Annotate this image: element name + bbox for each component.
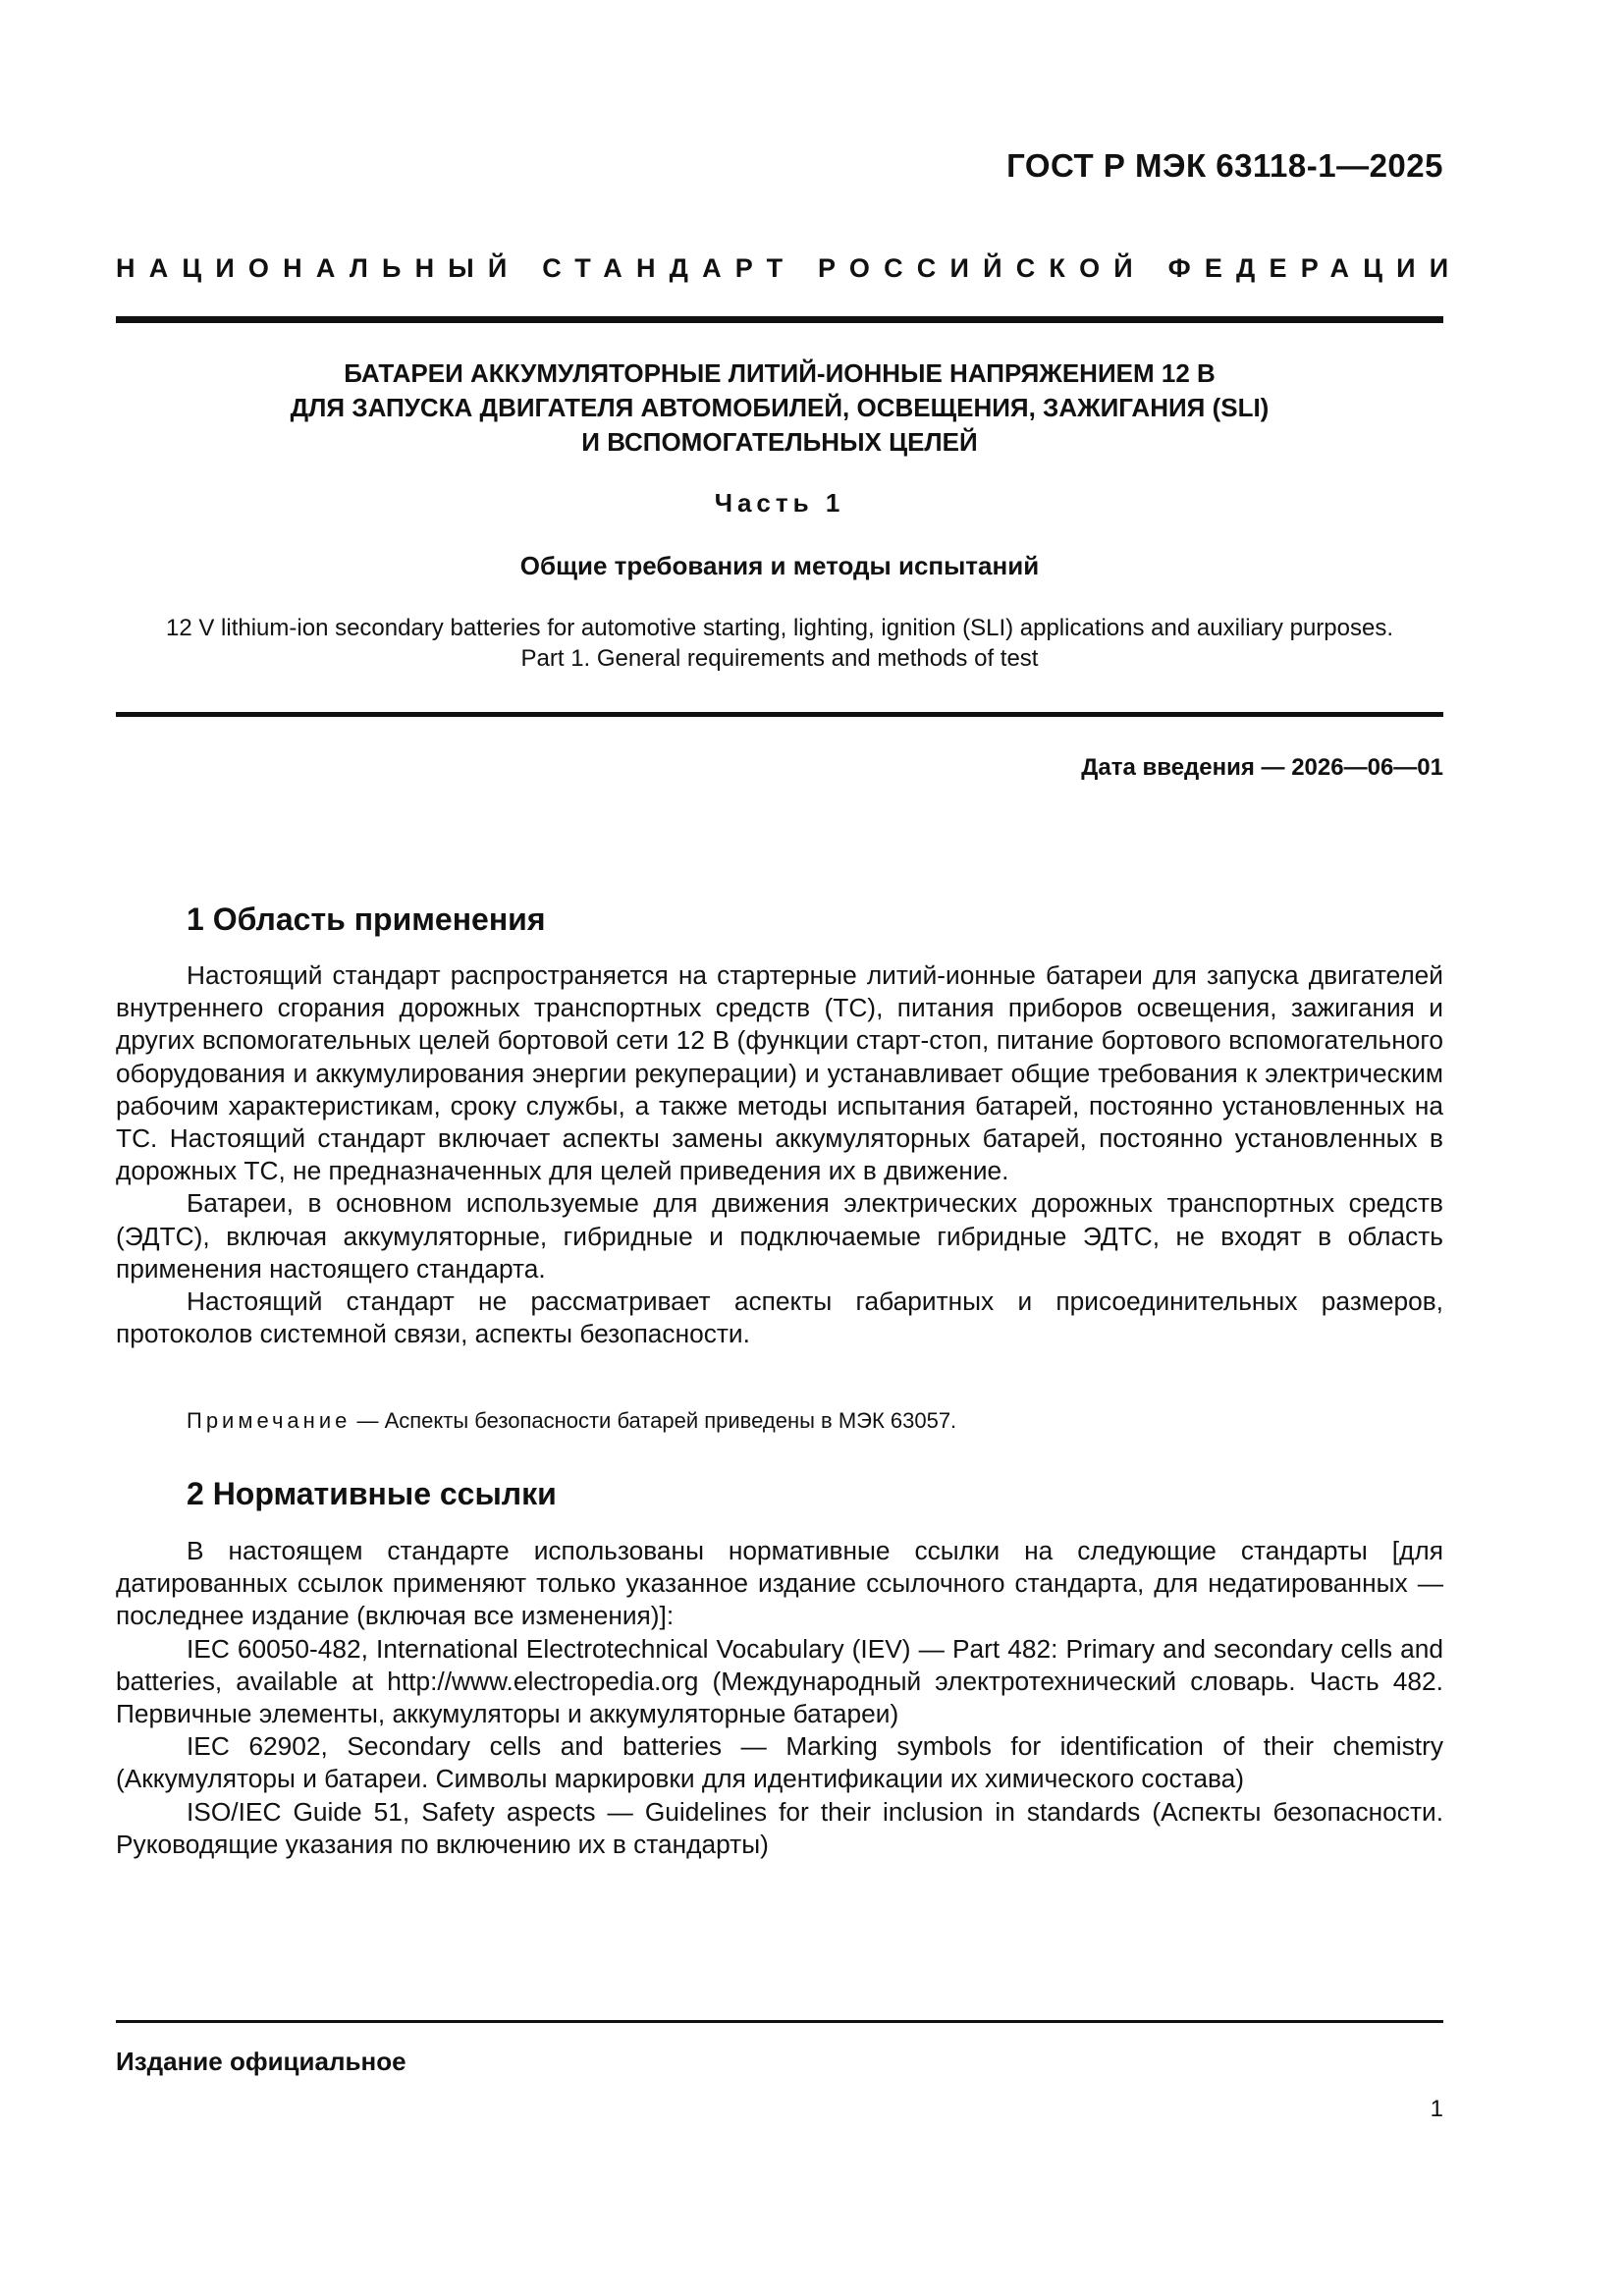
section-1-paragraph: Батареи, в основном используемые для движения электрических дорожных транспортных средств (ЭДТС), включая аккумуляторные, гибридные и подключаемые гибридные ЭДТС, не входят в область применения настоящего стандарта. — [116, 1188, 1443, 1284]
note-text: — Аспекты безопасности батарей приведены в МЭК 63057. — [351, 1408, 957, 1433]
section-2-reference: ISO/IEC Guide 51, Safety aspects — Guidelines for their inclusion in standards (Аспекты безопасности. Руководящие указания по включению их в стандарты) — [116, 1796, 1443, 1859]
title-line-3: И ВСПОМОГАТЕЛЬНЫХ ЦЕЛЕЙ — [581, 427, 978, 457]
edition-label: Издание официальное — [116, 2047, 406, 2076]
note-label: Примечание — [187, 1408, 352, 1433]
section-1-paragraph: Настоящий стандарт не рассматривает аспекты габаритных и присоединительных размеров, протоколов системной связи, аспекты безопасности. — [116, 1286, 1443, 1349]
title-divider — [116, 712, 1443, 717]
date-introduced: Дата введения — 2026—06—01 — [1081, 754, 1443, 781]
section-2-heading: 2 Нормативные ссылки — [187, 1476, 557, 1511]
section-1-heading: 1 Область применения — [187, 902, 546, 937]
english-title-line-2: Part 1. General requirements and methods of test — [520, 645, 1039, 672]
standard-number: ГОСТ Р МЭК 63118-1—2025 — [1006, 147, 1443, 184]
page-number: 1 — [1430, 2096, 1443, 2122]
section-2-paragraph: В настоящем стандарте использованы нормативные ссылки на следующие стандарты [для датированных ссылок применяют только указанное издание ссылочного стандарта, для недатированных — последнее издание (включая все изменения)]: — [116, 1536, 1443, 1631]
section-2-reference: IEC 62902, Secondary cells and batteries — Marking symbols for identification of their chemistry (Аккумуляторы и батареи. Символы маркировки для идентификации их химического состава) — [116, 1731, 1443, 1794]
section-1-body — [116, 959, 1443, 1350]
footer-divider — [116, 2020, 1443, 2023]
top-divider — [116, 316, 1443, 323]
title-line-2: ДЛЯ ЗАПУСКА ДВИГАТЕЛЯ АВТОМОБИЛЕЙ, ОСВЕЩЕНИЯ, ЗАЖИГАНИЯ (SLI) — [290, 393, 1270, 422]
national-standard-banner: НАЦИОНАЛЬНЫЙ СТАНДАРТ РОССИЙСКОЙ ФЕДЕРАЦИИ — [116, 253, 1463, 283]
subtitle: Общие требования и методы испытаний — [519, 551, 1040, 580]
section-1-note — [187, 1408, 956, 1434]
part-label: Часть 1 — [714, 488, 845, 518]
english-title-line-1: 12 V lithium-ion secondary batteries for automotive starting, lighting, ignition (SLI) applications and auxiliary purposes. — [166, 615, 1393, 641]
title-line-1: БАТАРЕИ АККУМУЛЯТОРНЫЕ ЛИТИЙ-ИОННЫЕ НАПРЯЖЕНИЕМ 12 В — [344, 358, 1216, 388]
section-1-paragraph: Настоящий стандарт распространяется на стартерные литий-ионные батареи для запуска двигателей внутреннего сгорания дорожных транспортных средств (ТС), питания приборов освещения, зажигания и других вспомогательных целей бортовой сети 12 В (функции старт-стоп, питание бортового вспомогательного оборудования и аккумулирования энергии рекуперации) и устанавливает общие требования к электрическим рабочим характеристикам, сроку службы, а также методы испытания батарей, постоянно установленных на ТС. Настоящий стандарт включает аспекты замены аккумуляторных батарей, постоянно установленных в дорожных ТС, не предназначенных для целей приведения их в движение. — [116, 960, 1443, 1186]
section-2-body — [116, 1535, 1443, 1861]
section-2-reference: IEC 60050-482, International Electrotechnical Vocabulary (IEV) — Part 482: Primary and secondary cells and batteries, available at http://www.electropedia.org (Международный электротехнический словарь. Часть 482. Первичные элементы, аккумуляторы и аккумуляторные батареи) — [116, 1633, 1443, 1729]
